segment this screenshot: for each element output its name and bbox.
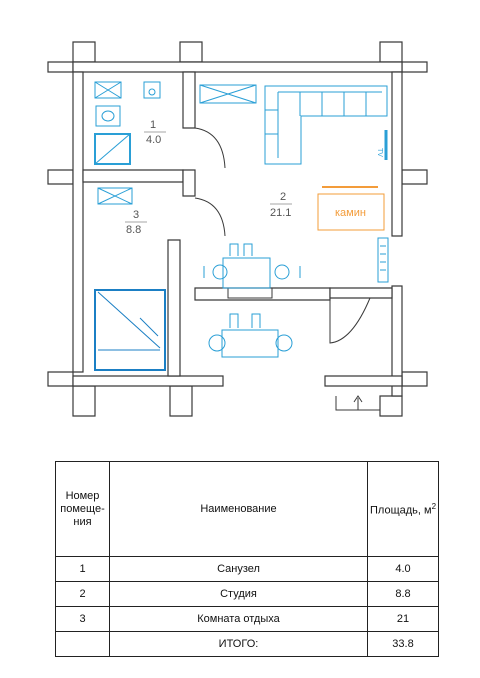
table-row — [56, 607, 439, 632]
header-number: Номер помеще-ния — [56, 462, 110, 557]
room-3-number: 3 — [133, 209, 140, 221]
dining-table-upper — [204, 244, 300, 288]
dining-table-lower — [209, 314, 292, 357]
doors — [195, 128, 370, 343]
wall-shelf — [378, 238, 388, 282]
room-2-area: 21.1 — [270, 207, 292, 219]
total-label: ИТОГО: — [110, 632, 368, 657]
row-number: 1 — [56, 557, 110, 582]
total-number-cell — [56, 632, 110, 657]
entrance-marker — [336, 396, 380, 410]
room-1-area: 4.0 — [146, 134, 162, 146]
sofa — [265, 86, 387, 164]
fireplace — [318, 187, 384, 230]
table-row — [56, 582, 439, 607]
bed — [95, 290, 165, 370]
row-name: Санузел — [110, 557, 368, 582]
room-1-number: 1 — [150, 119, 157, 131]
table-total-row — [56, 632, 439, 657]
room-spec-table — [55, 461, 439, 657]
table-row — [56, 557, 439, 582]
row-name: Комната отдыха — [110, 607, 368, 632]
row-area: 21 — [368, 607, 439, 632]
header-name: Наименование — [110, 462, 368, 557]
row-name: Студия — [110, 582, 368, 607]
tv-unit — [376, 130, 386, 160]
fireplace-label: камин — [335, 207, 366, 219]
room-3-area: 8.8 — [126, 224, 142, 236]
row-area: 8.8 — [368, 582, 439, 607]
row-area: 4.0 — [368, 557, 439, 582]
row-number: 2 — [56, 582, 110, 607]
room-2-number: 2 — [280, 191, 287, 203]
header-area: Площадь, $м^2$ — [368, 462, 439, 557]
total-area: 33.8 — [368, 632, 439, 657]
row-number: 3 — [56, 607, 110, 632]
table-header-row — [56, 462, 439, 557]
tv-label: TV — [376, 148, 383, 157]
